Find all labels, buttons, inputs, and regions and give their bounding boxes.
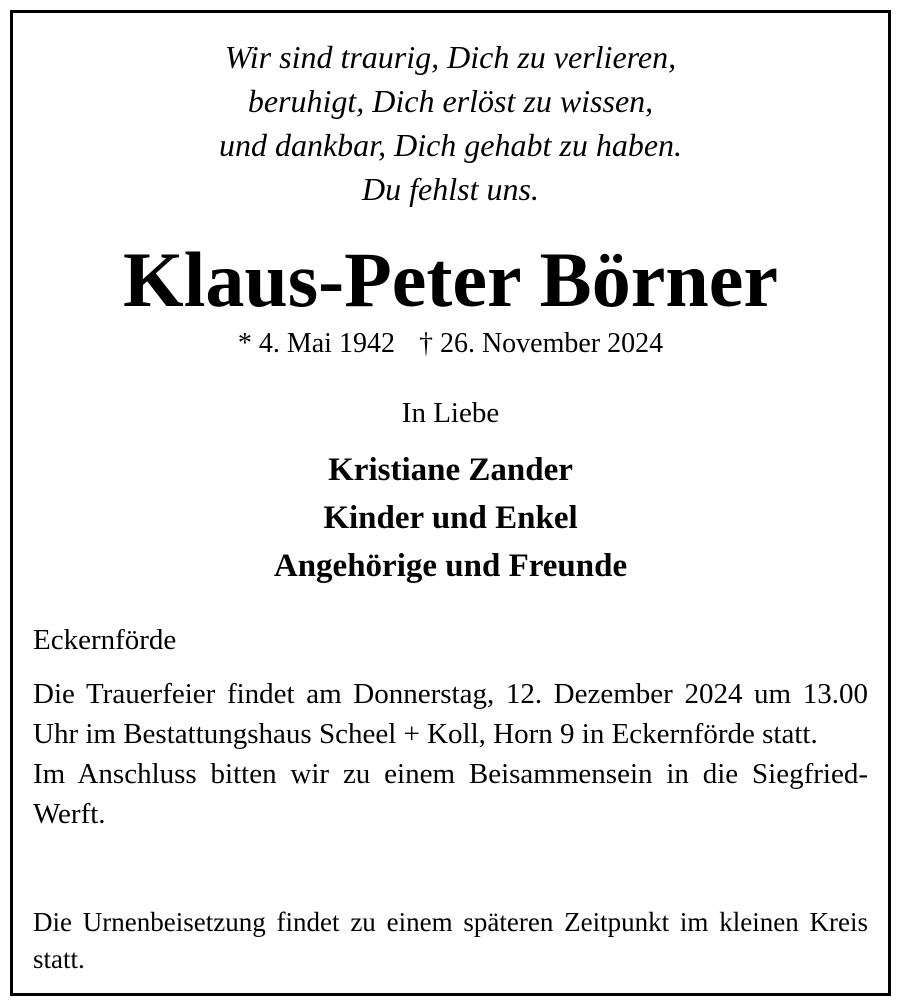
life-dates <box>13 326 888 362</box>
poem-line: und dankbar, Dich gehabt zu haben. <box>218 127 683 163</box>
obituary-notice <box>10 10 891 996</box>
mourner: Angehörige und Freunde <box>273 548 628 584</box>
mourner: Kinder und Enkel <box>323 500 578 536</box>
birth-date: * 4. Mai 1942 <box>237 328 395 359</box>
mourner: Kristiane Zander <box>328 452 573 488</box>
urn-burial-info <box>33 904 868 978</box>
poem-line: Wir sind traurig, Dich zu verlieren, <box>224 39 677 75</box>
mourners-list <box>13 446 888 590</box>
poem <box>13 35 888 211</box>
ceremony-text: Die Trauerfeier findet am Donnerstag, 12. Dezember 2024 um 13.00 Uhr im Bestattungshaus Scheel + Koll, Horn 9 in Eckernförde statt. <box>33 678 868 750</box>
death-date: † 26. November 2024 <box>418 328 664 359</box>
place-name: Eckernförde <box>33 624 177 656</box>
gathering-text: Im Anschluss bitten wir zu einem Beisammensein in die Siegfried-Werft. <box>33 758 868 830</box>
urn-burial-text: Die Urnenbeisetzung findet zu einem späteren Zeitpunkt im kleinen Kreis statt. <box>33 907 868 974</box>
funeral-info <box>33 674 868 834</box>
greeting: In Liebe <box>401 397 500 429</box>
poem-line: Du fehlst uns. <box>362 171 539 207</box>
poem-line: beruhigt, Dich erlöst zu wissen, <box>247 83 654 119</box>
deceased-name: Klaus-Peter Börner <box>123 236 778 323</box>
